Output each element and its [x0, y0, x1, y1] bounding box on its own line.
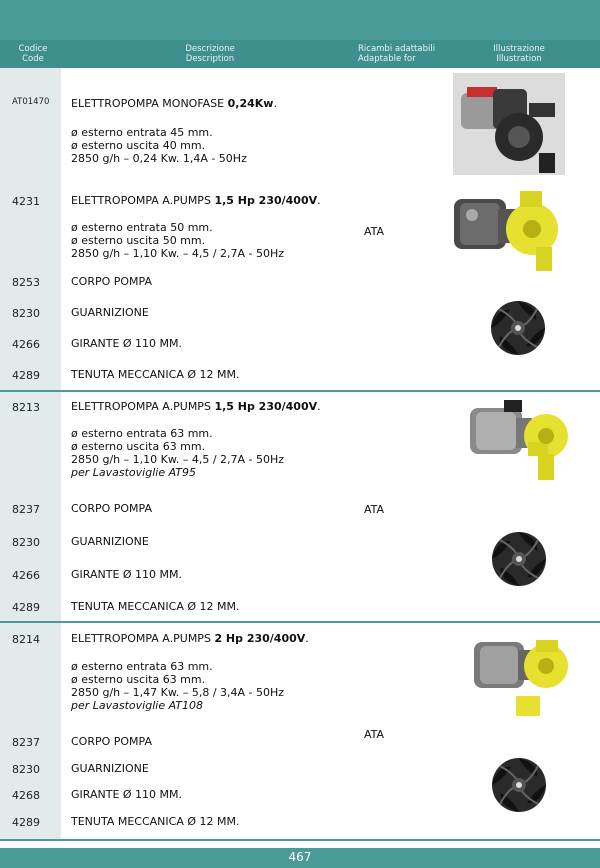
code-column-background: [0, 68, 61, 840]
item-note: per Lavastoviglie AT95: [71, 466, 197, 479]
item-label: GUARNIZIONE: [71, 306, 149, 319]
adaptable-for: ATA: [364, 728, 385, 741]
pump-at95-image: [466, 396, 574, 486]
table-header: [0, 40, 600, 68]
item-spec: ø esterno entrata 63 mm.: [71, 427, 213, 440]
item-spec: ø esterno uscita 40 mm.: [71, 139, 206, 152]
item-spec: 2850 g/h – 1,47 Kw. – 5,8 / 3,4A - 50Hz: [71, 686, 285, 699]
item-spec: 2850 g/h – 1,10 Kw. – 4,5 / 2,7A - 50Hz: [71, 247, 285, 260]
item-label: TENUTA MECCANICA Ø 12 MM.: [71, 368, 240, 381]
item-label: GUARNIZIONE: [71, 762, 149, 775]
item-code: 8237: [12, 736, 40, 749]
item-label: GIRANTE Ø 110 MM.: [71, 337, 183, 350]
pump-monofase-image: [453, 73, 565, 175]
item-title: ELETTROPOMPA A.PUMPS 1,5 Hp 230/400V.: [71, 400, 321, 413]
impeller-image: [488, 298, 548, 358]
adaptable-for: ATA: [364, 225, 385, 238]
item-code: 4289: [12, 369, 40, 382]
item-label: GUARNIZIONE: [71, 535, 149, 548]
header-description: Descrizione Description: [185, 44, 235, 64]
pump-1-5hp-image: [450, 185, 568, 277]
header-adaptable: Ricambi adattabili Adaptable for: [358, 44, 436, 64]
item-note: per Lavastoviglie AT108: [71, 699, 204, 712]
item-code: 4268: [12, 789, 40, 802]
item-label: CORPO POMPA: [71, 502, 153, 515]
item-label: GIRANTE Ø 110 MM.: [71, 568, 183, 581]
item-code: 8230: [12, 536, 40, 549]
item-title: ELETTROPOMPA MONOFASE 0,24Kw.: [71, 97, 277, 110]
item-code: AT01470: [12, 97, 50, 107]
header-illustration: Illustrazione Illustration: [493, 44, 545, 64]
item-code: 8253: [12, 276, 40, 289]
item-label: CORPO POMPA: [71, 735, 153, 748]
section-divider: [0, 621, 600, 623]
section-divider: [0, 390, 600, 392]
item-code: 4266: [12, 338, 40, 351]
section-divider: [0, 839, 600, 841]
item-spec: ø esterno uscita 50 mm.: [71, 234, 206, 247]
item-label: CORPO POMPA: [71, 275, 153, 288]
item-title: ELETTROPOMPA A.PUMPS 1,5 Hp 230/400V.: [71, 194, 321, 207]
item-spec: 2850 g/h – 0,24 Kw. 1,4A - 50Hz: [71, 152, 247, 165]
item-label: TENUTA MECCANICA Ø 12 MM.: [71, 815, 240, 828]
item-code: 4266: [12, 569, 40, 582]
item-code: 8213: [12, 401, 40, 414]
item-spec: 2850 g/h – 1,10 Kw. – 4,5 / 2,7A - 50Hz: [71, 453, 285, 466]
item-spec: ø esterno entrata 50 mm.: [71, 221, 213, 234]
item-spec: ø esterno entrata 45 mm.: [71, 126, 213, 139]
pump-at108-image: [470, 626, 574, 722]
item-spec: ø esterno uscita 63 mm.: [71, 673, 206, 686]
item-code: 8230: [12, 307, 40, 320]
item-spec: ø esterno uscita 63 mm.: [71, 440, 206, 453]
item-code: 8237: [12, 503, 40, 516]
item-code: 4289: [12, 601, 40, 614]
item-label: GIRANTE Ø 110 MM.: [71, 788, 183, 801]
impeller-image: [488, 754, 550, 816]
item-code: 8230: [12, 763, 40, 776]
item-code: 8214: [12, 633, 40, 646]
page-number: 467: [288, 850, 312, 864]
item-code: 4289: [12, 816, 40, 829]
item-label: TENUTA MECCANICA Ø 12 MM.: [71, 600, 240, 613]
item-code: 4231: [12, 195, 40, 208]
item-title: ELETTROPOMPA A.PUMPS 2 Hp 230/400V.: [71, 632, 309, 645]
top-banner: [0, 0, 600, 40]
impeller-image: [488, 528, 550, 590]
header-code: Codice Code: [18, 44, 48, 64]
item-spec: ø esterno entrata 63 mm.: [71, 660, 213, 673]
adaptable-for: ATA: [364, 503, 385, 516]
